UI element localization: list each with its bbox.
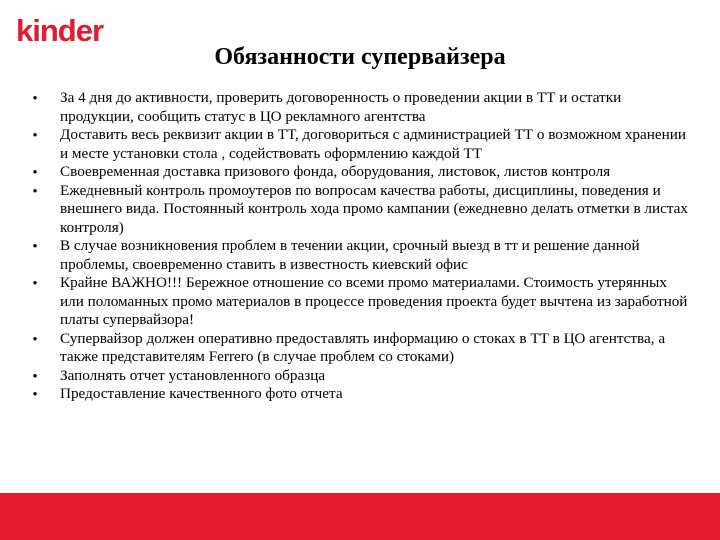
list-item-text: Своевременная доставка призового фонда, оборудования, листовок, листов контроля <box>60 163 611 180</box>
duties-list <box>30 89 690 404</box>
kinder-logo-text: kinder <box>16 14 104 46</box>
list-item-text: Предоставление качественного фото отчета <box>60 385 343 402</box>
bullet-icon: • <box>32 127 38 142</box>
bullet-icon: • <box>32 330 38 346</box>
footer-band <box>0 493 720 540</box>
list-item <box>30 237 690 274</box>
list-item <box>30 182 690 238</box>
list-item-text: Заполнять отчет установленного образца <box>60 366 326 384</box>
list-item <box>30 89 690 126</box>
bullet-icon: • <box>32 275 38 290</box>
list-item <box>30 385 690 404</box>
bullet-icon: • <box>32 386 38 401</box>
list-item <box>30 126 690 163</box>
list-item <box>30 367 690 386</box>
bullet-icon: • <box>32 182 38 198</box>
bullet-icon: • <box>32 90 38 105</box>
bullet-icon: • <box>32 367 38 383</box>
list-item-text: За 4 дня до активности, проверить договоренность о проведении акции в ТТ и остатки продукции, сообщить статус в ЦО рекламного агентства <box>60 89 622 125</box>
slide-title: Обязанности супервайзера <box>214 44 506 70</box>
list-item <box>30 163 690 182</box>
list-item-text: Доставить весь реквизит акции в ТТ, договориться с администрацией ТТ о возможном хранении и месте установки стола , содействовать оформлению каждой ТТ <box>60 126 687 162</box>
list-item-text: Ежедневный контроль промоутеров по вопросам качества работы, дисциплины, поведения и внешнего вида. Постоянный контроль хода промо кампании (ежедневно делать отметки в листах контроля) <box>60 181 689 236</box>
list-item-text: Крайне ВАЖНО!!! Бережное отношение со всеми промо материалами. Стоимость утерянных или поломанных промо материалов в процессе проведения проекта будет вычтена из заработной платы супервайзора! <box>60 274 688 328</box>
list-item-text: В случае возникновения проблем в течении акции, срочный выезд в тт и решение данной проблемы, своевременно ставить в известность киевский офис <box>60 237 640 273</box>
bullet-icon: • <box>32 238 38 253</box>
list-item <box>30 274 690 330</box>
list-item-text: Супервайзор должен оперативно предоставлять информацию о стоках в ТТ в ЦО агентства, а также представителям Ferrero (в случае проблем со стоками) <box>60 329 666 365</box>
list-item <box>30 330 690 367</box>
bullet-icon: • <box>32 164 38 179</box>
